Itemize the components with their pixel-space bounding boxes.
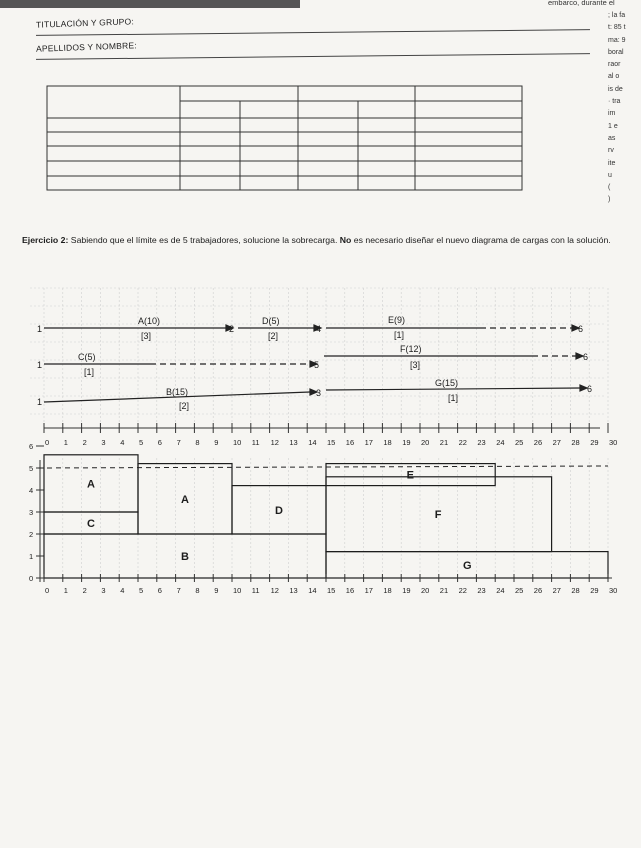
bottom-axis-label: 17 (364, 586, 373, 595)
activity-e-slack: [1] (394, 330, 405, 340)
activity-e-label: E(9) (388, 315, 406, 325)
activity-g-slack: [1] (448, 393, 459, 403)
load-block-label: C (87, 518, 95, 530)
node-6c: 6 (587, 384, 593, 394)
load-block-label: G (463, 559, 472, 572)
activity-d-slack: [2] (268, 331, 279, 341)
y-axis-label: 0 (29, 574, 34, 583)
bottom-axis-label: 29 (590, 586, 599, 595)
bottom-axis-label: 23 (477, 586, 486, 595)
top-axis-label: 24 (496, 438, 505, 447)
top-axis-label: 11 (251, 438, 260, 447)
node-6a: 6 (578, 324, 584, 334)
activity-d-label: D(5) (262, 316, 280, 326)
node-6b: 6 (583, 352, 589, 362)
bottom-axis-label: 9 (214, 586, 219, 595)
y-axis-label: 3 (29, 508, 34, 517)
activity-b-slack: [2] (179, 401, 190, 411)
top-axis-label: 19 (402, 438, 411, 447)
bottom-axis-label: 10 (233, 586, 242, 595)
node-1a: 1 (37, 324, 43, 334)
y-axis-label: 4 (29, 486, 34, 495)
bottom-axis-label: 15 (327, 586, 336, 595)
bottom-axis-label: 1 (63, 586, 68, 595)
top-axis-label: 5 (139, 438, 144, 447)
margin-text-column: ; la fa t: 85 t ma: 9 boral raor al o is de · tra im 1 e as rv ite u ( ) (608, 12, 626, 204)
bottom-axis-label: 18 (383, 586, 392, 595)
bottom-axis-label: 24 (496, 586, 505, 595)
top-axis-label: 17 (364, 438, 373, 447)
exercise-bold-no: No (339, 235, 352, 245)
bottom-axis-label: 11 (251, 586, 260, 595)
activity-c-label: C(5) (78, 352, 96, 362)
activity-f-label: F(12) (400, 344, 422, 354)
y-axis-label: 2 (29, 530, 34, 539)
bottom-axis-label: 20 (421, 586, 430, 595)
bottom-axis-label: 7 (176, 586, 181, 595)
top-axis-label: 26 (533, 438, 543, 447)
node-3: 3 (316, 388, 322, 398)
titulacion-label: TITULACIÓN Y GRUPO: (35, 16, 135, 30)
top-axis-label: 1 (63, 438, 68, 447)
bottom-axis-label: 6 (157, 586, 162, 595)
load-block-label: B (181, 551, 189, 563)
load-block-label: A (181, 493, 189, 506)
node-1b: 1 (37, 360, 43, 370)
top-axis-label: 25 (515, 438, 524, 447)
top-axis-label: 16 (345, 438, 355, 447)
top-axis-label: 0 (45, 438, 50, 447)
y-axis-label: 1 (29, 552, 34, 561)
bottom-axis-label: 2 (82, 586, 87, 595)
top-axis-label: 10 (233, 438, 242, 447)
top-axis-label: 28 (571, 438, 580, 447)
load-block-label: D (275, 504, 283, 517)
top-axis-label: 22 (458, 438, 467, 447)
exercise-text-1: Sabiendo que el límite es de 5 trabajadores, solucione la sobrecarga. (68, 235, 340, 245)
bottom-axis-label: 22 (458, 586, 467, 595)
top-axis-label: 7 (176, 438, 181, 447)
bottom-axis-label: 12 (270, 586, 279, 595)
top-axis-label: 21 (439, 438, 449, 447)
top-axis-label: 20 (421, 438, 430, 447)
top-axis-label: 9 (214, 438, 219, 447)
top-axis-label: 23 (477, 438, 486, 447)
bottom-axis-label: 13 (289, 586, 298, 595)
bottom-axis-label: 16 (345, 586, 355, 595)
bottom-axis-label: 5 (139, 586, 144, 595)
top-axis-label: 13 (289, 438, 298, 447)
y-axis-label: 6 (29, 442, 34, 451)
activity-c-slack: [1] (84, 367, 95, 377)
top-axis-label: 29 (590, 438, 599, 447)
bottom-axis-label: 4 (120, 586, 125, 595)
node-4: 4 (316, 324, 322, 334)
limit-line (38, 466, 608, 468)
top-axis-label: 4 (120, 438, 125, 447)
arrow-f-head (576, 353, 583, 359)
top-axis-label: 3 (101, 438, 106, 447)
arrow-g (326, 388, 580, 390)
bottom-axis-label: 27 (552, 586, 561, 595)
bottom-axis-label: 25 (515, 586, 524, 595)
apellidos-label: APELLIDOS Y NOMBRE: (35, 40, 137, 54)
diagram-area (0, 280, 641, 595)
node-1c: 1 (37, 397, 43, 407)
activity-g-label: G(15) (435, 378, 459, 388)
node-2: 2 (229, 324, 235, 334)
load-block-label: F (434, 509, 442, 522)
top-axis-label: 27 (552, 438, 561, 447)
load-block-label: E (406, 469, 414, 482)
blank-table (0, 0, 641, 200)
top-axis-label: 8 (195, 438, 200, 447)
bottom-axis-label: 3 (101, 586, 106, 595)
bottom-axis-label: 8 (195, 586, 200, 595)
top-axis-label: 14 (308, 438, 317, 447)
y-axis-label: 5 (29, 464, 34, 473)
top-axis-label: 30 (609, 438, 618, 447)
arrow-g-head (580, 385, 587, 391)
exercise-text-2: es necesario diseñar el nuevo diagrama de cargas con la solución. (351, 235, 611, 245)
activity-f-slack: [3] (410, 360, 421, 370)
margin-top-text: embarco, durante el (548, 0, 615, 7)
top-axis-label: 18 (383, 438, 392, 447)
bottom-axis-label: 30 (609, 586, 618, 595)
node-5: 5 (314, 360, 320, 370)
activity-b-label: B(15) (166, 387, 189, 397)
bottom-axis-label: 21 (439, 586, 449, 595)
activity-a-slack: [3] (141, 331, 152, 341)
exercise-label: Ejercicio 2: (22, 235, 69, 245)
top-axis-label: 2 (82, 438, 87, 447)
load-block-label: A (87, 478, 95, 491)
exercise-2-statement (22, 233, 612, 247)
bottom-axis-label: 19 (402, 586, 411, 595)
top-axis-label: 12 (270, 438, 279, 447)
top-axis-label: 6 (157, 438, 162, 447)
bottom-axis-label: 14 (308, 586, 317, 595)
bottom-axis-label: 0 (45, 586, 50, 595)
activity-a-label: A(10) (138, 316, 161, 326)
bottom-axis-label: 28 (571, 586, 580, 595)
bottom-axis-label: 26 (533, 586, 543, 595)
top-axis-label: 15 (327, 438, 336, 447)
